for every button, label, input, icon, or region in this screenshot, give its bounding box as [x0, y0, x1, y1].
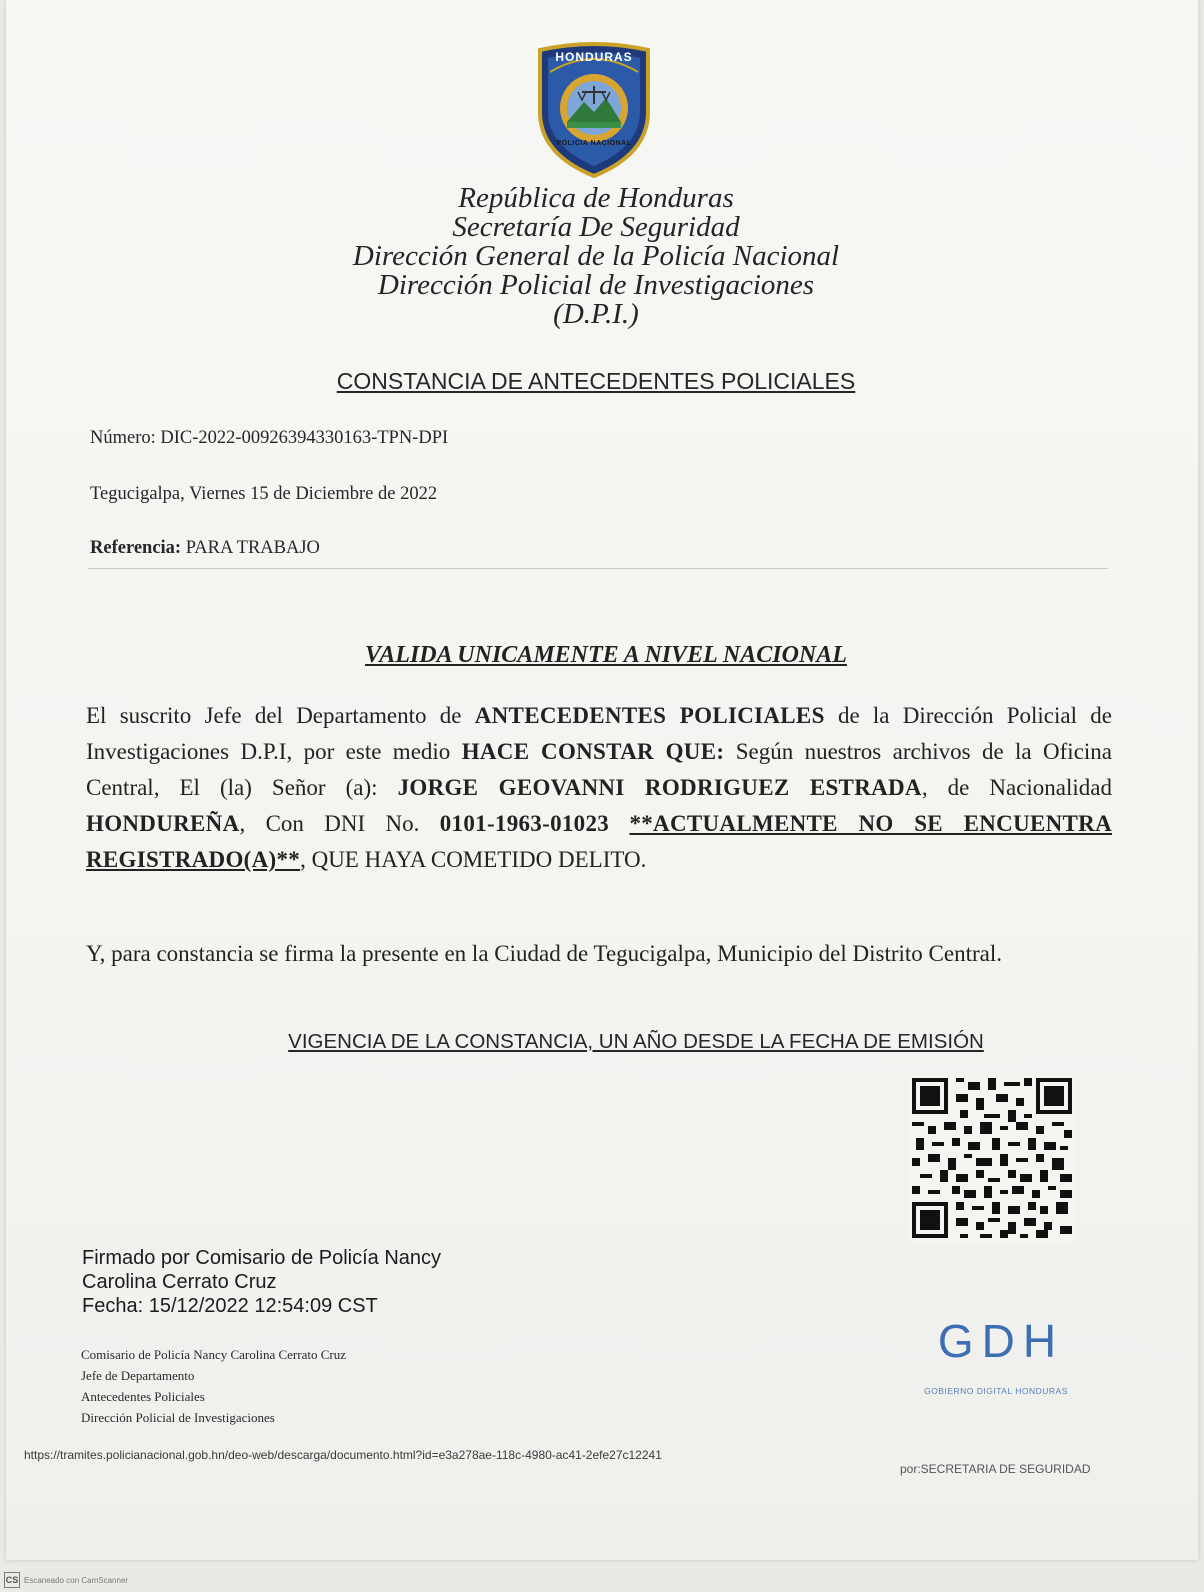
referencia-label: Referencia:: [90, 538, 182, 558]
body-text-5: , Con DNI No.: [239, 811, 440, 836]
header-line-dpi: (D.P.I.): [553, 298, 639, 330]
document-reference: [90, 538, 320, 559]
document-title: CONSTANCIA DE ANTECEDENTES POLICIALES: [336, 368, 856, 394]
body-text-2: de la Dirección Policial de Investigaciones D.P.I, por este medio: [86, 703, 1112, 764]
body-text-7: , QUE HAYA COMETIDO DELITO.: [300, 847, 647, 872]
body-dni: 0101-1963-01023: [439, 811, 610, 836]
referencia-value: PARA TRABAJO: [185, 538, 320, 558]
body-department: ANTECEDENTES POLICIALES: [474, 703, 825, 728]
certificate-body: [86, 698, 1112, 878]
header-line-direccion-policial: Dirección Policial de Investigaciones: [377, 269, 815, 301]
body-text-3: Según nuestros archivos de la Oficina Central, El (la) Señor (a):: [86, 739, 1112, 800]
scanner-watermark: [4, 1572, 128, 1588]
signer-name: Comisario de Policía Nancy Carolina Cerrato Cruz: [81, 1347, 346, 1362]
body-hace-constar: HACE CONSTAR QUE:: [461, 739, 725, 764]
document-number: [90, 428, 448, 449]
document-date: [90, 484, 437, 505]
gdh-subtitle: GOBIERNO DIGITAL HONDURAS: [924, 1386, 1068, 1396]
signer-org: Dirección Policial de Investigaciones: [81, 1410, 275, 1425]
validity-scope: VALIDA UNICAMENTE A NIVEL NACIONAL: [365, 642, 847, 668]
digital-signature-block: [82, 1246, 441, 1318]
issued-by-footer: por:SECRETARIA DE SEGURIDAD: [900, 1462, 1091, 1476]
body-text-6: [609, 811, 629, 836]
seal-ring-text: POLICIA NACIONAL: [556, 140, 632, 147]
body-text-4: , de Nacionalidad: [921, 775, 1112, 800]
verification-url: https://tramites.policianacional.gob.hn/deo-web/descarga/documento.html?id=e3a278ae-118c-4980-ac41-2efe27c12241: [24, 1448, 662, 1462]
gdh-logo-text: GDH: [937, 1315, 1065, 1367]
signer-dept: Antecedentes Policiales: [81, 1389, 205, 1404]
body-person-name: JORGE GEOVANNI RODRIGUEZ ESTRADA: [397, 775, 922, 800]
numero-value: DIC-2022-00926394330163-TPN-DPI: [160, 428, 449, 448]
gdh-logo: [926, 1316, 1076, 1366]
closing-paragraph: Y, para constancia se firma la presente en la Ciudad de Tegucigalpa, Municipio del Distrito Central.: [86, 941, 1002, 966]
header-line-direccion-general: Dirección General de la Policía Nacional: [352, 240, 840, 272]
signed-date: Fecha: 15/12/2022 12:54:09 CST: [82, 1295, 378, 1317]
signer-title: Jefe de Departamento: [81, 1368, 195, 1383]
signed-by-line2: Carolina Cerrato Cruz: [82, 1271, 277, 1293]
numero-label: Número:: [90, 428, 156, 448]
scanner-label: Escaneado con CamScanner: [24, 1575, 129, 1585]
date: Viernes 15 de Diciembre de 2022: [189, 484, 438, 504]
body-nationality: HONDUREÑA: [86, 811, 240, 836]
place: Tegucigalpa,: [90, 484, 185, 504]
header-line-republic: República de Honduras: [458, 182, 734, 214]
body-text-1: El suscrito Jefe del Departamento de: [86, 703, 475, 728]
signer-details: [81, 1344, 346, 1428]
camscanner-icon: CS: [4, 1572, 20, 1588]
signed-by-line1: Firmado por Comisario de Policía Nancy: [82, 1247, 442, 1269]
divider: [88, 568, 1108, 569]
qr-code-icon: [908, 1074, 1076, 1242]
header-line-secretaria: Secretaría De Seguridad: [452, 211, 740, 243]
body-status: **ACTUALMENTE NO SE ENCUENTRA REGISTRADO(A)**: [86, 811, 1112, 872]
issuer-header: [306, 184, 886, 329]
vigencia-notice: VIGENCIA DE LA CONSTANCIA, UN AÑO DESDE LA FECHA DE EMISIÓN: [288, 1030, 984, 1053]
seal-top-text: HONDURAS: [555, 50, 633, 64]
document-page: [6, 0, 1198, 1560]
